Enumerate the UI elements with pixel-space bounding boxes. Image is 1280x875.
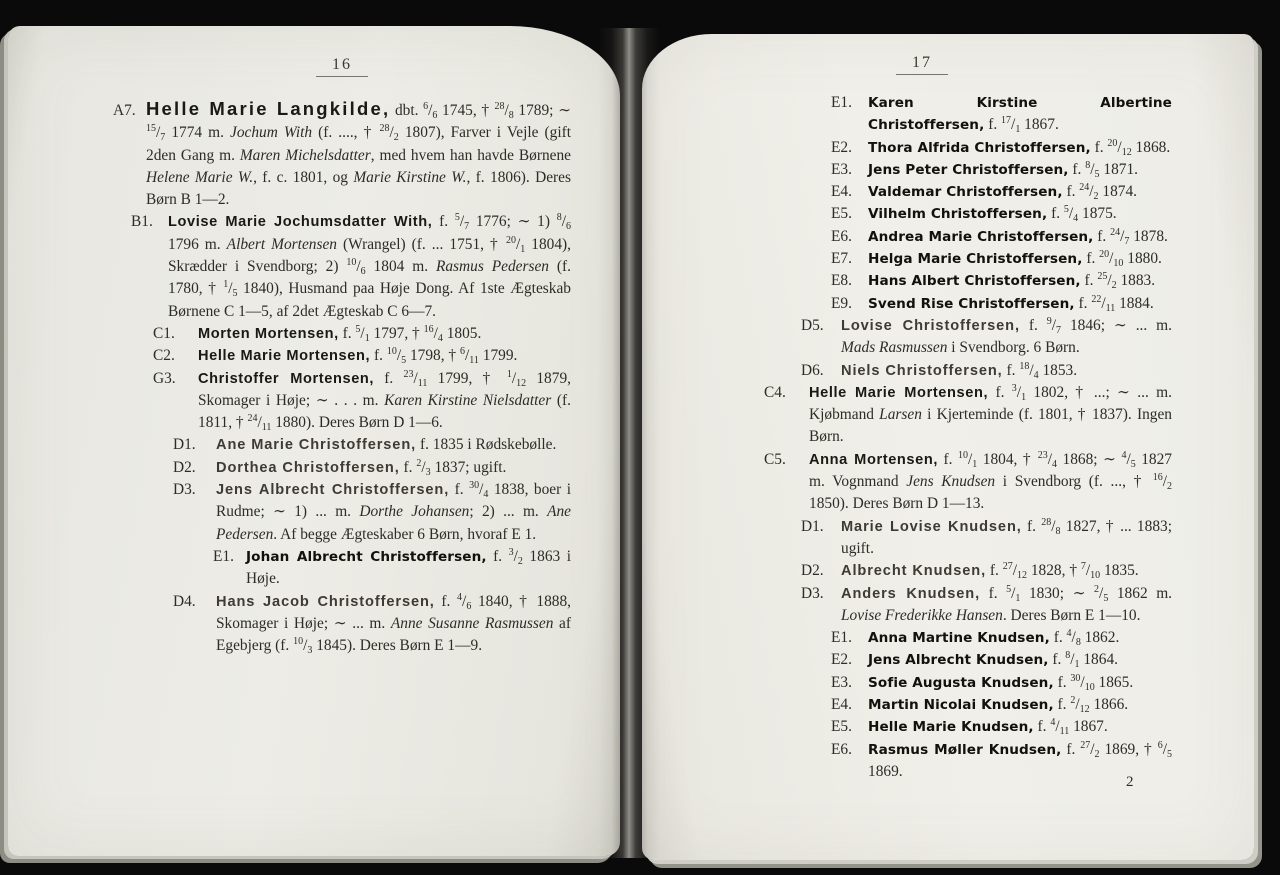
person-name: Anna Martine Knudsen, — [868, 630, 1050, 647]
entry-label: E6. — [831, 227, 852, 245]
person-name: Albrecht Knudsen, — [841, 563, 987, 580]
date-fraction: $^{30}/_{10}$ — [1070, 672, 1095, 693]
genealogy-entry-d1: D1.Ane Marie Christoffersen, f. 1835 i Rødskebølle. — [113, 434, 571, 456]
page-number-left — [113, 56, 571, 74]
date-fraction: $^{15}/_7$ — [146, 123, 166, 144]
left-text-block — [113, 98, 571, 657]
person-name: Helga Marie Christoffersen, — [868, 251, 1083, 268]
date-fraction: $^3/_2$ — [508, 546, 523, 567]
genealogy-entry-d4: D4.Hans Jacob Christoffersen, f. $^4/_6$ 1840, † 1888, Skomager i Høje; ∼ ... m. Anne Susanne Rasmussen af Egebjerg (f. $^{10}/_3$ 1845). Deres Børn E 1—9. — [173, 591, 571, 657]
spouse-name: Albert Mortensen — [226, 235, 337, 253]
date-fraction: $^{18}/_4$ — [1019, 360, 1039, 381]
entry-label: D2. — [801, 562, 824, 580]
entry-label: E7. — [831, 250, 852, 268]
genealogy-entry-d3: D3.Jens Albrecht Christoffersen, f. $^{30}/_4$ 1838, boer i Rudme; ∼ 1) ... m. Dorthe Johansen; 2) ... m. Ane Pedersen. Af begge Ægteskaber 6 Børn, hvoraf E 1. — [173, 480, 572, 543]
person-name: Helle Marie Mortensen, — [809, 384, 989, 401]
page-left — [8, 26, 620, 856]
genealogy-entry-e7: E7.Helga Marie Christoffersen, f. $^{20}/_{10}$ 1880. — [831, 249, 1162, 270]
date-fraction: $^7/_{10}$ — [1080, 561, 1101, 582]
date-fraction: $^6/_5$ — [1157, 739, 1172, 760]
date-fraction: $^{30}/_4$ — [469, 480, 489, 501]
genealogy-entry-d5: D5.Lovise Christoffersen, f. $^9/_7$ 1846; ∼ ... m. Mads Rasmussen i Svendborg. 6 Børn. — [801, 315, 1172, 357]
date-fraction: $^5/_1$ — [1006, 583, 1021, 604]
entry-label: C5. — [764, 450, 786, 468]
entry-label: D2. — [173, 458, 196, 476]
entry-label: E1. — [831, 629, 852, 647]
genealogy-entry-d2: D2.Dorthea Christoffersen, f. $^2/_3$ 1837; ugift. — [173, 457, 507, 478]
person-name: Morten Mortensen, — [198, 325, 339, 342]
spouse-name: Larsen — [879, 406, 922, 424]
page-number-right-value: 17 — [896, 54, 948, 75]
genealogy-entry-e1: E1.Karen Kirstine Albertine Christoffersen, f. $^{17}/_1$ 1867. — [831, 94, 1172, 136]
date-fraction: $^6/_{11}$ — [459, 346, 479, 367]
entry-label: E8. — [831, 272, 852, 290]
person-name: Jens Peter Christoffersen, — [868, 161, 1069, 178]
signature-mark: 2 — [1126, 774, 1134, 790]
person-name: Jens Albrecht Christoffersen, — [216, 482, 450, 499]
entry-label: E2. — [831, 651, 852, 669]
person-name: Andrea Marie Christoffersen, — [868, 228, 1094, 245]
person-name: Helle Marie Mortensen, — [198, 348, 371, 365]
right-text-block — [764, 92, 1172, 783]
date-fraction: $^{16}/_4$ — [423, 323, 443, 344]
genealogy-entry-e5: E5.Vilhelm Christoffersen, f. $^5/_4$ 1875. — [831, 204, 1117, 225]
genealogy-entry-e6: E6.Rasmus Møller Knudsen, f. $^{27}/_2$ 1869, † $^6/_5$ 1869. — [831, 739, 1172, 780]
spouse-name: Dorthe Johansen — [359, 503, 470, 521]
date-fraction: $^{25}/_2$ — [1097, 271, 1117, 292]
spouse-name: Lovise Frederikke Hansen — [841, 606, 1003, 624]
spouse-name: Marie Kirstine W. — [353, 168, 467, 186]
person-name: Vilhelm Christoffersen, — [868, 206, 1048, 223]
page-number-right — [764, 54, 1172, 72]
person-name: Marie Lovise Knudsen, — [841, 518, 1022, 535]
date-fraction: $^{28}/_8$ — [494, 101, 514, 121]
genealogy-entry-d2: D2.Albrecht Knudsen, f. $^{27}/_{12}$ 1828, † $^7/_{10}$ 1835. — [801, 561, 1139, 582]
genealogy-entry-e2: E2.Thora Alfrida Christoffersen, f. $^{20}/_{12}$ 1868. — [831, 137, 1171, 158]
genealogy-entry-e3: E3.Jens Peter Christoffersen, f. $^8/_5$ 1871. — [831, 159, 1139, 180]
date-fraction: $^5/_7$ — [454, 212, 470, 233]
entry-label: E3. — [831, 160, 852, 178]
date-fraction: $^{10}/_5$ — [386, 346, 407, 367]
genealogy-entry-g3: G3.Christoffer Mortensen, f. $^{23}/_{11}$ 1799, † $^1/_{12}$ 1879, Skomager i Høje; ∼ . . . m. Karen Kirstine Nielsdatter (f. 1811, † $^{24}/_{11}$ 1880). Deres Børn D 1—6. — [153, 368, 571, 434]
date-fraction: $^{10}/_6$ — [346, 257, 366, 278]
entry-label: D1. — [801, 517, 824, 535]
genealogy-entry-e6: E6.Andrea Marie Christoffersen, f. $^{24}/_7$ 1878. — [831, 226, 1168, 247]
entry-label: E3. — [831, 673, 852, 691]
entry-label: D3. — [801, 584, 824, 602]
person-name: Hans Jacob Christoffersen, — [216, 593, 435, 610]
date-fraction: $^1/_{12}$ — [506, 368, 527, 389]
entry-label: A7. — [113, 102, 136, 119]
genealogy-entry-e1: E1.Johan Albrecht Christoffersen, f. $^3/_2$ 1863 i Høje. — [213, 546, 571, 588]
genealogy-entry-d1: D1.Marie Lovise Knudsen, f. $^{28}/_8$ 1827, † ... 1883; ugift. — [801, 516, 1172, 557]
genealogy-entry-e5: E5.Helle Marie Knudsen, f. $^4/_{11}$ 1867. — [831, 717, 1108, 738]
person-name: Anders Knudsen, — [841, 585, 981, 602]
entry-label: E5. — [831, 718, 852, 736]
entry-label: D3. — [173, 481, 196, 499]
genealogy-entry-e1: E1.Anna Martine Knudsen, f. $^4/_8$ 1862. — [831, 628, 1120, 649]
date-fraction: $^8/_1$ — [1065, 650, 1080, 671]
person-name: Valdemar Christoffersen, — [868, 184, 1063, 201]
entry-label: D4. — [173, 592, 196, 610]
spouse-name: Mads Rasmussen — [841, 339, 948, 357]
entry-label: C1. — [153, 324, 175, 342]
spouse-name: Ane Pedersen — [216, 503, 572, 543]
person-name: Niels Christoffersen, — [841, 362, 1003, 379]
entry-label: D1. — [173, 436, 196, 454]
date-fraction: $^2/_5$ — [1094, 583, 1109, 604]
page-right — [642, 34, 1254, 860]
date-fraction: $^8/_5$ — [1085, 159, 1100, 180]
genealogy-entry-b1: B1.Lovise Marie Jochumsdatter With, f. $^5/_7$ 1776; ∼ 1) $^8/_6$ 1796 m. Albert Mortensen (Wrangel) (f. ... 1751, † $^{20}/_1$ 1804), Skrædder i Svendborg; 2) $^{10}/_6$ 1804 m. Rasmus Pedersen (f. 1780, † $^1/_5$ 1840), Husmand paa Høje Dong. Af 1ste Ægteskab Børnene C 1—5, af 2det Ægteskab C 6—7. — [131, 212, 572, 320]
person-name: Helle Marie Langkilde, — [146, 98, 391, 119]
person-name: Helle Marie Knudsen, — [868, 719, 1034, 736]
person-name: Johan Albrecht Christoffersen, — [246, 548, 487, 565]
date-fraction: $^{20}/_{12}$ — [1107, 137, 1132, 158]
date-fraction: $^{23}/_{11}$ — [403, 368, 428, 389]
spouse-name: Jens Knudsen — [906, 473, 996, 491]
date-fraction: $^2/_3$ — [416, 457, 431, 478]
person-name: Hans Albert Christoffersen, — [868, 273, 1081, 290]
genealogy-entry-e8: E8.Hans Albert Christoffersen, f. $^{25}/_2$ 1883. — [831, 271, 1156, 292]
date-fraction: $^8/_6$ — [556, 212, 571, 233]
date-fraction: $^{10}/_3$ — [293, 636, 313, 657]
date-fraction: $^9/_7$ — [1046, 315, 1062, 336]
date-fraction: $^3/_1$ — [1011, 382, 1027, 403]
genealogy-entry-c4: C4.Helle Marie Mortensen, f. $^3/_1$ 1802, † ...; ∼ ... m. Kjøbmand Larsen i Kjerteminde (f. 1801, † 1837). Ingen Børn. — [764, 382, 1172, 446]
person-name: Lovise Christoffersen, — [841, 317, 1020, 334]
entry-label: E4. — [831, 696, 852, 714]
genealogy-entry-c1: C1.Morten Mortensen, f. $^5/_1$ 1797, † $^{16}/_4$ 1805. — [153, 323, 482, 344]
entry-label: E2. — [831, 138, 852, 156]
date-fraction: $^{24}/_7$ — [1110, 226, 1130, 247]
person-name: Lovise Marie Jochumsdatter With, — [168, 214, 433, 231]
person-name: Martin Nicolai Knudsen, — [868, 697, 1054, 714]
genealogy-entry-e4: E4.Valdemar Christoffersen, f. $^{24}/_2$ 1874. — [831, 182, 1138, 203]
date-fraction: $^4/_8$ — [1066, 628, 1081, 649]
date-fraction: $^4/_5$ — [1121, 449, 1136, 470]
spouse-name: Rasmus Pedersen — [435, 258, 549, 276]
date-fraction: $^{28}/_8$ — [1041, 516, 1061, 537]
entry-label: D5. — [801, 316, 824, 334]
entry-label: G3. — [153, 369, 176, 387]
date-fraction: $^5/_1$ — [355, 323, 370, 344]
date-fraction: $^6/_6$ — [423, 101, 438, 121]
spouse-name: Jochum With — [230, 124, 313, 142]
genealogy-entry-a7: A7.Helle Marie Langkilde, dbt. $^6/_6$ 1745, † $^{28}/_8$ 1789; ∼ $^{15}/_7$ 1774 m. Jochum With (f. ...., † $^{28}/_2$ 1807), Farver i Vejle (gift 2den Gang m. Maren Michelsdatter, med hvem han havde Børnene Helene Marie W., f. c. 1801, og Marie Kirstine W., f. 1806). Deres Børn B 1—2. — [113, 98, 572, 209]
entry-label: C2. — [153, 347, 175, 365]
person-name: Sofie Augusta Knudsen, — [868, 674, 1054, 691]
entry-label: E9. — [831, 294, 852, 312]
entry-label: E1. — [831, 94, 852, 111]
date-fraction: $^{17}/_1$ — [1001, 115, 1021, 136]
date-fraction: $^{20}/_1$ — [505, 234, 526, 255]
page-number-left-value: 16 — [316, 56, 368, 77]
genealogy-entry-d3: D3.Anders Knudsen, f. $^5/_1$ 1830; ∼ $^2/_5$ 1862 m. Lovise Frederikke Hansen. Deres Børn E 1—10. — [801, 583, 1173, 624]
date-fraction: $^{27}/_{12}$ — [1002, 561, 1027, 582]
genealogy-entry-c5: C5.Anna Mortensen, f. $^{10}/_1$ 1804, † $^{23}/_4$ 1868; ∼ $^4/_5$ 1827 m. Vognmand Jens Knudsen i Svendborg (f. ..., † $^{16}/_2$ 1850). Deres Børn D 1—13. — [764, 449, 1173, 513]
person-name: Karen Kirstine Albertine Christoffersen, — [868, 95, 1172, 134]
genealogy-entry-e4: E4.Martin Nicolai Knudsen, f. $^2/_{12}$ 1866. — [831, 695, 1129, 716]
date-fraction: $^4/_{11}$ — [1050, 717, 1070, 738]
date-fraction: $^{23}/_4$ — [1037, 449, 1058, 470]
date-fraction: $^{24}/_2$ — [1079, 182, 1099, 203]
genealogy-entry-e2: E2.Jens Albrecht Knudsen, f. $^8/_1$ 1864. — [831, 650, 1118, 671]
date-fraction: $^{22}/_{11}$ — [1091, 293, 1116, 314]
entry-label: E1. — [213, 547, 234, 565]
person-name: Svend Rise Christoffersen, — [868, 295, 1075, 312]
person-name: Jens Albrecht Knudsen, — [868, 652, 1049, 669]
date-fraction: $^{16}/_2$ — [1152, 472, 1172, 493]
person-name: Christoffer Mortensen, — [198, 370, 375, 387]
date-fraction: $^{24}/_{11}$ — [247, 413, 272, 434]
person-name: Anna Mortensen, — [809, 451, 939, 468]
entry-label: C4. — [764, 383, 786, 401]
date-fraction: $^{10}/_1$ — [958, 449, 978, 470]
entry-label: E4. — [831, 183, 852, 201]
date-fraction: $^1/_5$ — [223, 279, 238, 300]
person-name: Thora Alfrida Christoffersen, — [868, 139, 1091, 156]
spouse-name: Helene Marie W. — [146, 168, 254, 186]
genealogy-entry-e3: E3.Sofie Augusta Knudsen, f. $^{30}/_{10}$ 1865. — [831, 672, 1134, 693]
date-fraction: $^{27}/_2$ — [1080, 739, 1100, 760]
person-name: Dorthea Christoffersen, — [216, 459, 400, 476]
date-fraction: $^4/_6$ — [457, 591, 472, 612]
person-name: Rasmus Møller Knudsen, — [868, 741, 1062, 758]
genealogy-entry-c2: C2.Helle Marie Mortensen, f. $^{10}/_5$ 1798, † $^6/_{11}$ 1799. — [153, 346, 518, 367]
date-fraction: $^2/_{12}$ — [1070, 695, 1090, 716]
person-name: Ane Marie Christoffersen, — [216, 437, 417, 454]
entry-label: E6. — [831, 740, 852, 758]
genealogy-entry-e9: E9.Svend Rise Christoffersen, f. $^{22}/_{11}$ 1884. — [831, 293, 1154, 314]
spouse-name: Karen Kirstine Nielsdatter — [384, 391, 552, 409]
genealogy-entry-d6: D6.Niels Christoffersen, f. $^{18}/_4$ 1853. — [801, 360, 1078, 381]
entry-label: D6. — [801, 361, 824, 379]
date-fraction: $^5/_4$ — [1063, 204, 1079, 225]
entry-label: B1. — [131, 213, 153, 231]
entry-label: E5. — [831, 205, 852, 223]
spouse-name: Maren Michelsdatter — [239, 146, 371, 164]
date-fraction: $^{28}/_2$ — [379, 123, 399, 144]
spouse-name: Anne Susanne Rasmussen — [390, 614, 554, 632]
date-fraction: $^{20}/_{10}$ — [1099, 249, 1124, 270]
